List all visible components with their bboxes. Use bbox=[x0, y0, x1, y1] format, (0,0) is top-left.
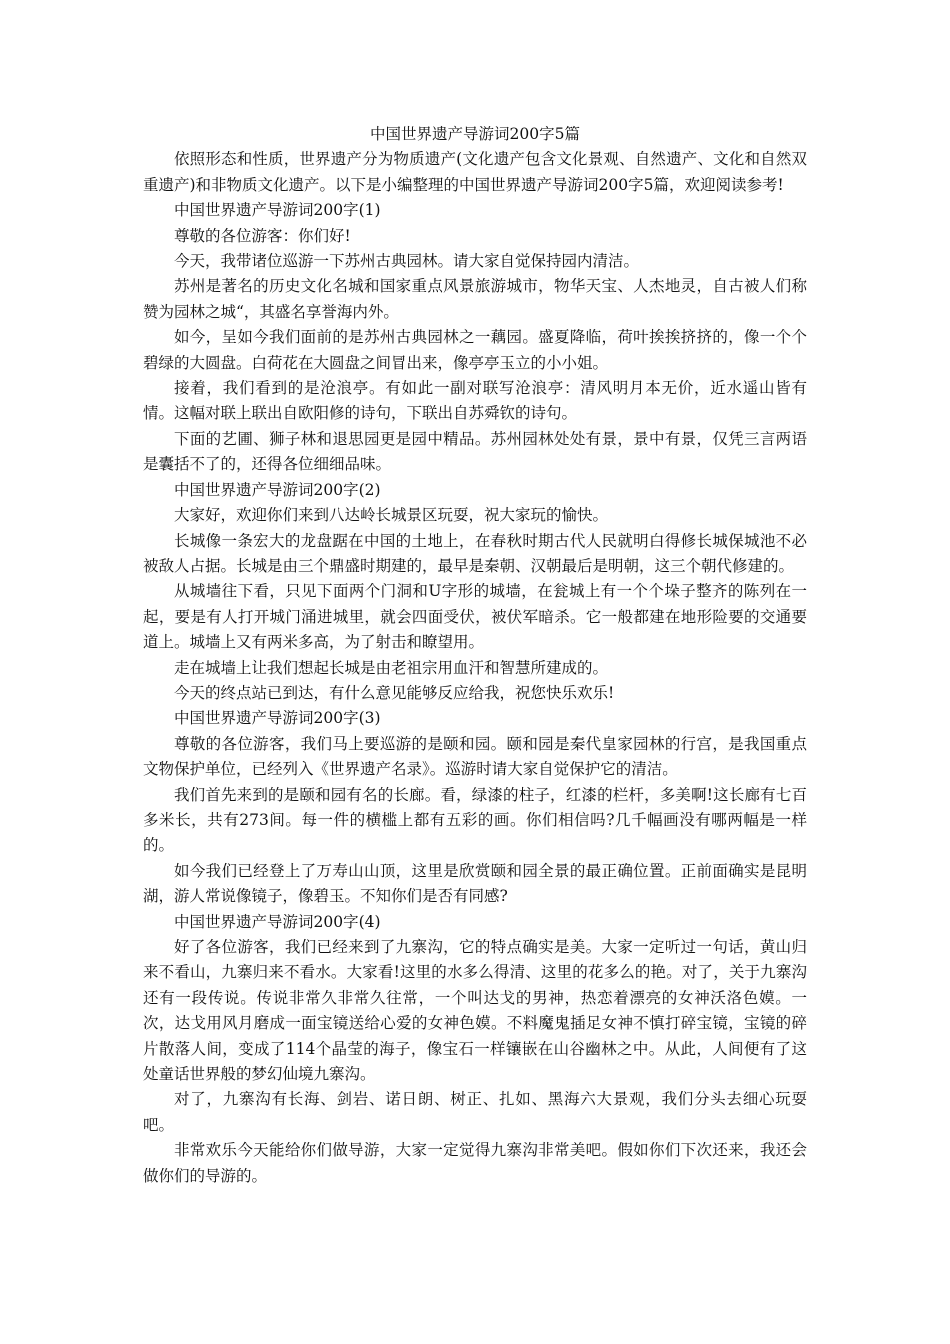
paragraph: 今天的终点站已到达，有什么意见能够反应给我，祝您快乐欢乐! bbox=[174, 683, 615, 702]
section-heading: 中国世界遗产导游词200字(4) bbox=[174, 912, 381, 931]
document-body bbox=[143, 147, 807, 1189]
paragraph: 苏州是著名的历史文化名城和国家重点风景旅游城市，物华天宝、人杰地灵，自古被人们称赞为园林之城“，其盛名享誉海内外。 bbox=[143, 277, 807, 321]
paragraph: 好了各位游客，我们已经来到了九寨沟，它的特点确实是美。大家一定听过一句话，黄山归来不看山，九寨归来不看水。大家看!这里的水多么得清、这里的花多么的艳。对了，关于九寨沟还有一段传说。传说非常久非常久往常，一个叫达戈的男神，热恋着漂亮的女神沃洛色嫫。一次，达戈用风月磨成一面宝镜送给心爱的女神色嫫。不料魔鬼插足女神不慎打碎宝镜，宝镜的碎片散落人间，变成了114个晶莹的海子，像宝石一样镶嵌在山谷幽林之中。从此，人间便有了这处童话世界般的梦幻仙境九寨沟。 bbox=[143, 938, 807, 1084]
paragraph: 如今，呈如今我们面前的是苏州古典园林之一藕园。盛夏降临，荷叶挨挨挤挤的，像一个个碧绿的大圆盘。白荷花在大圆盘之间冒出来，像亭亭玉立的小小姐。 bbox=[143, 328, 807, 372]
document-page bbox=[143, 122, 807, 1189]
paragraph: 对了，九寨沟有长海、剑岩、诺日朗、树正、扎如、黑海六大景观，我们分头去细心玩耍吧。 bbox=[143, 1090, 807, 1134]
paragraph: 尊敬的各位游客：你们好! bbox=[174, 226, 351, 245]
paragraph: 尊敬的各位游客，我们马上要巡游的是颐和园。颐和园是秦代皇家园林的行宫，是我国重点文物保护单位，已经列入《世界遗产名录》。巡游时请大家自觉保护它的清洁。 bbox=[143, 734, 807, 779]
paragraph: 今天，我带诸位巡游一下苏州古典园林。请大家自觉保持园内清洁。 bbox=[174, 252, 640, 271]
section-heading: 中国世界遗产导游词200字(1) bbox=[174, 201, 381, 220]
paragraph: 非常欢乐今天能给你们做导游，大家一定觉得九寨沟非常美吧。假如你们下次还来，我还会做你们的导游的。 bbox=[143, 1141, 807, 1185]
paragraph: 我们首先来到的是颐和园有名的长廊。看，绿漆的柱子，红漆的栏杆，多美啊!这长廊有七百多米长，共有273间。每一件的横槛上都有五彩的画。你们相信吗?几千幅画没有哪两幅是一样的。 bbox=[143, 785, 807, 855]
paragraph: 大家好，欢迎你们来到八达岭长城景区玩耍，祝大家玩的愉快。 bbox=[174, 506, 609, 525]
section-heading: 中国世界遗产导游词200字(3) bbox=[174, 709, 381, 728]
document-title: 中国世界遗产导游词200字5篇 bbox=[370, 125, 580, 143]
paragraph: 接着，我们看到的是沧浪亭。有如此一副对联写沧浪亭：清风明月本无价，近水遥山皆有情。这幅对联上联出自欧阳修的诗句，下联出自苏舜钦的诗句。 bbox=[143, 379, 807, 423]
paragraph: 长城像一条宏大的龙盘踞在中国的土地上，在春秋时期古代人民就明白得修长城保城池不必被敌人占据。长城是由三个鼎盛时期建的，最早是秦朝、汉朝最后是明朝，这三个朝代修建的。 bbox=[143, 531, 807, 575]
paragraph: 从城墙往下看，只见下面两个门洞和U字形的城墙，在瓮城上有一个个垛子整齐的陈列在一起，要是有人打开城门涌进城里，就会四面受伏，被伏军暗杀。它一般都建在地形险要的交通要道上。城墙上又有两米多高，为了射击和瞭望用。 bbox=[143, 582, 807, 652]
section-heading: 中国世界遗产导游词200字(2) bbox=[174, 480, 381, 499]
paragraph: 如今我们已经登上了万寿山山顶，这里是欣赏颐和园全景的最正确位置。正前面确实是昆明湖，游人常说像镜子，像碧玉。不知你们是否有同感? bbox=[143, 861, 807, 906]
paragraph: 依照形态和性质，世界遗产分为物质遗产(文化遗产包含文化景观、自然遗产、文化和自然双重遗产)和非物质文化遗产。以下是小编整理的中国世界遗产导游词200字5篇，欢迎阅读参考! bbox=[143, 150, 807, 194]
paragraph: 下面的艺圃、狮子林和退思园更是园中精品。苏州园林处处有景，景中有景，仅凭三言两语是囊括不了的，还得各位细细品味。 bbox=[143, 429, 807, 474]
paragraph: 走在城墙上让我们想起长城是由老祖宗用血汗和智慧所建成的。 bbox=[174, 658, 609, 677]
